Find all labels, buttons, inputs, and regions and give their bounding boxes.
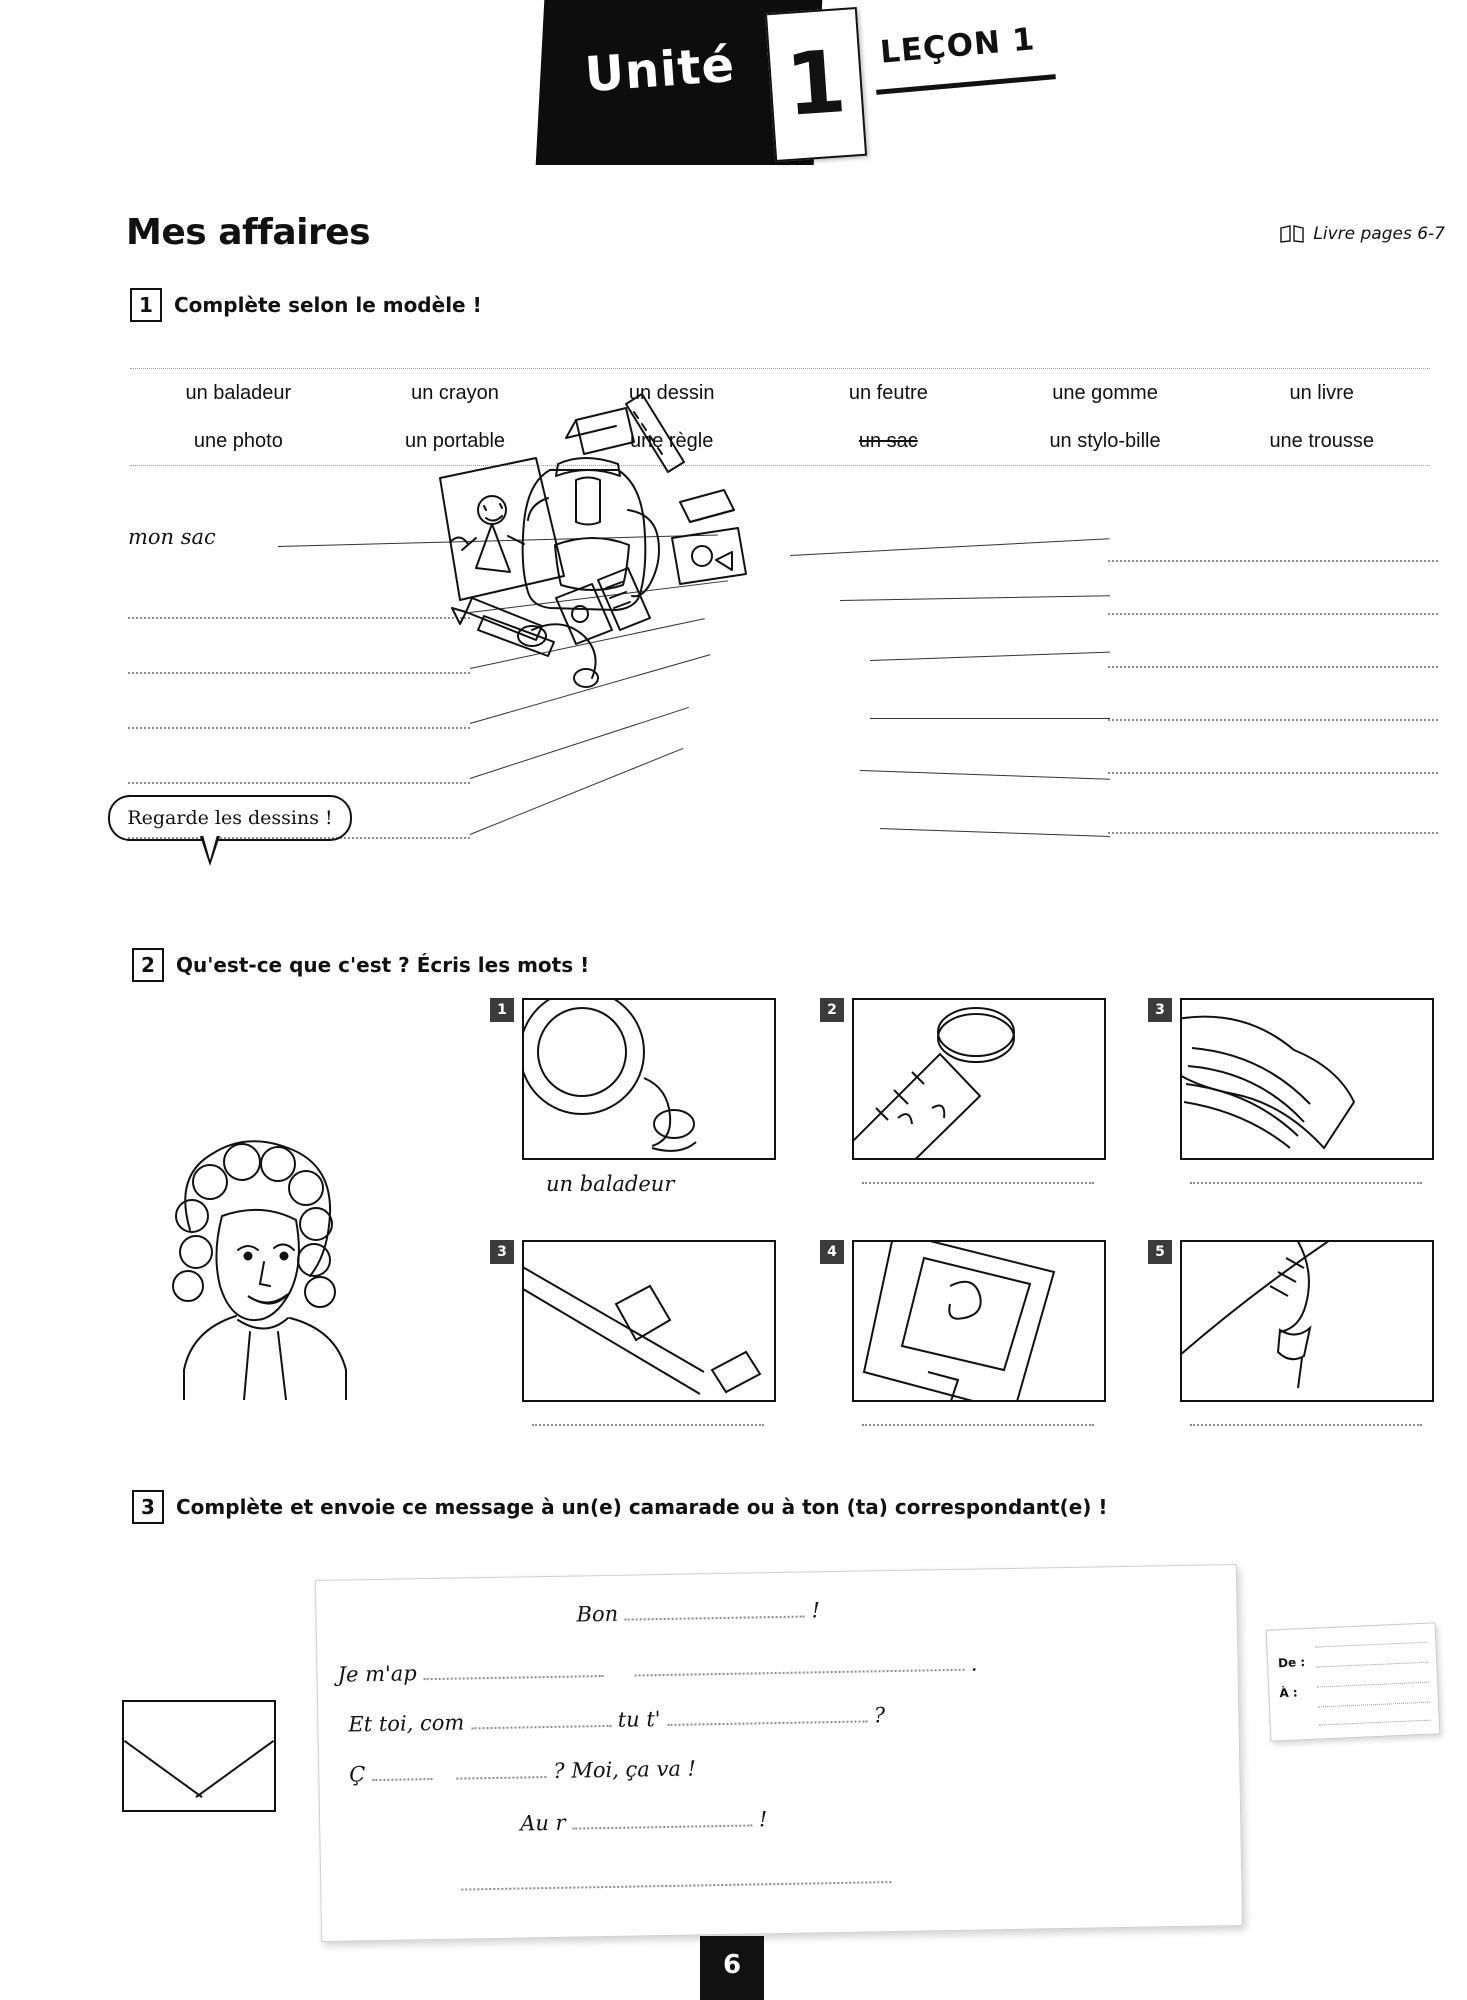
picture-2 [852, 998, 1106, 1160]
picture-answer-line-3[interactable] [1190, 1182, 1422, 1184]
girl-illustration [130, 1120, 400, 1400]
message-blank[interactable] [372, 1764, 432, 1781]
speech-bubble-text: Regarde les dessins ! [127, 807, 333, 829]
word-bank-row-2 [130, 417, 1430, 465]
word-bank [130, 368, 1430, 466]
exercise-1-number: 1 [130, 288, 162, 322]
picture-answer-line-2[interactable] [862, 1182, 1094, 1184]
message-blank[interactable] [667, 1706, 867, 1725]
unit-number-box [765, 7, 867, 162]
message-blank[interactable] [625, 1602, 805, 1621]
word-item: une trousse [1269, 429, 1374, 452]
leader-line [870, 652, 1110, 661]
word-item: un feutre [848, 381, 928, 404]
book-reference [1279, 224, 1445, 244]
answer-line-right[interactable] [1108, 772, 1438, 774]
message-line-3-prefix: Et toi, com [348, 1710, 465, 1737]
answer-line-right[interactable] [1108, 666, 1438, 668]
exercise-3-heading [132, 1490, 1108, 1524]
message-blank[interactable] [457, 1762, 547, 1780]
message-line-3-middle: tu t' [617, 1707, 661, 1732]
picture-1 [522, 998, 776, 1160]
picture-badge: 3 [1148, 998, 1172, 1022]
message-line-1-prefix: Bon [576, 1601, 619, 1627]
message-line-4-prefix: Ç [349, 1762, 366, 1787]
message-card[interactable] [315, 1564, 1243, 1942]
address-from-label: De : [1277, 1655, 1306, 1671]
open-book-icon [1279, 224, 1305, 244]
page-number: 6 [700, 1936, 764, 2000]
exercise-1-instruction: Complète selon le modèle ! [174, 293, 482, 317]
lesson-label: LEÇON 1 [878, 21, 1037, 71]
answer-line-right[interactable] [1108, 613, 1438, 615]
answer-line-left[interactable] [128, 727, 470, 729]
envelope-icon [122, 1700, 276, 1812]
picture-badge: 5 [1148, 1240, 1172, 1264]
word-item: une photo [193, 429, 283, 452]
picture-5 [852, 1240, 1106, 1402]
address-rule[interactable] [1316, 1662, 1428, 1668]
exercise-2-heading [132, 948, 589, 982]
word-item: un livre [1289, 381, 1354, 404]
picture-answer-line-4[interactable] [532, 1424, 764, 1426]
answer-line-right[interactable] [1108, 832, 1438, 834]
message-blank[interactable] [634, 1655, 964, 1677]
address-rule[interactable] [1315, 1642, 1427, 1648]
message-line-1-suffix: ! [811, 1598, 821, 1623]
speech-bubble-tail [200, 836, 220, 866]
word-item: une règle [629, 429, 714, 452]
picture-4 [522, 1240, 776, 1402]
message-line-2[interactable] [337, 1652, 977, 1687]
message-line-5-prefix: Au r [519, 1810, 566, 1836]
picture-answer-line-6[interactable] [1190, 1424, 1422, 1426]
message-blank[interactable] [423, 1661, 603, 1680]
message-line-3-suffix: ? [873, 1703, 886, 1728]
leader-line [840, 595, 1110, 601]
answer-line-left[interactable] [128, 782, 470, 784]
exercise-3-number: 3 [132, 1490, 164, 1524]
picture-badge: 3 [490, 1240, 514, 1264]
book-reference-text: Livre pages 6-7 [1313, 224, 1445, 244]
page-title: Mes affaires [126, 212, 371, 253]
message-line-4[interactable] [349, 1756, 696, 1786]
message-line-5[interactable] [520, 1807, 768, 1835]
word-item: une gomme [1052, 381, 1158, 404]
picture-6 [1180, 1240, 1434, 1402]
message-line-2-suffix: . [970, 1651, 978, 1676]
sample-answer: mon sac [128, 525, 216, 549]
word-item: un portable [404, 429, 506, 452]
picture-answer-1: un baladeur [546, 1172, 675, 1196]
leader-line [860, 770, 1110, 780]
message-line-1[interactable] [576, 1598, 820, 1626]
picture-3 [1180, 998, 1434, 1160]
answer-line-right[interactable] [1108, 719, 1438, 721]
word-item: un baladeur [185, 381, 292, 404]
address-rule[interactable] [1317, 1682, 1429, 1688]
answer-line-right[interactable] [1108, 560, 1438, 562]
exercise-1-heading [130, 288, 482, 322]
address-rule[interactable] [1319, 1720, 1431, 1726]
word-item-struck: un sac [858, 429, 918, 452]
address-card[interactable] [1266, 1622, 1441, 1741]
message-blank[interactable] [572, 1810, 752, 1829]
word-item: un stylo-bille [1049, 429, 1161, 452]
exercise-3-instruction: Complète et envoie ce message à un(e) camarade ou à ton (ta) correspondant(e) ! [176, 1495, 1108, 1519]
picture-badge: 1 [490, 998, 514, 1022]
message-line-3[interactable] [348, 1703, 885, 1736]
message-line-5-suffix: ! [758, 1807, 768, 1832]
leader-line [880, 828, 1110, 837]
picture-badge: 4 [820, 1240, 844, 1264]
address-rule[interactable] [1318, 1702, 1430, 1708]
word-bank-row-1 [130, 369, 1430, 417]
backpack-illustration [380, 360, 780, 690]
unit-word: Unité [583, 36, 737, 104]
leader-line [470, 707, 689, 779]
speech-bubble [108, 795, 352, 841]
word-item: un crayon [411, 381, 499, 404]
leader-line [870, 718, 1110, 719]
lesson-underline [876, 74, 1056, 95]
message-blank[interactable] [471, 1711, 611, 1729]
picture-answer-line-5[interactable] [862, 1424, 1094, 1426]
exercise-2-number: 2 [132, 948, 164, 982]
unit-number: 1 [782, 32, 850, 136]
message-line-4-middle: ? Moi, ça va ! [553, 1756, 697, 1783]
exercise-2-instruction: Qu'est-ce que c'est ? Écris les mots ! [176, 953, 590, 977]
message-signature-line[interactable] [461, 1881, 891, 1891]
word-item: un dessin [628, 381, 715, 404]
leader-line [470, 748, 684, 835]
address-to-label: À : [1279, 1685, 1298, 1701]
picture-badge: 2 [820, 998, 844, 1022]
leader-line [790, 538, 1110, 556]
message-line-2-prefix: Je m'ap [337, 1661, 417, 1687]
